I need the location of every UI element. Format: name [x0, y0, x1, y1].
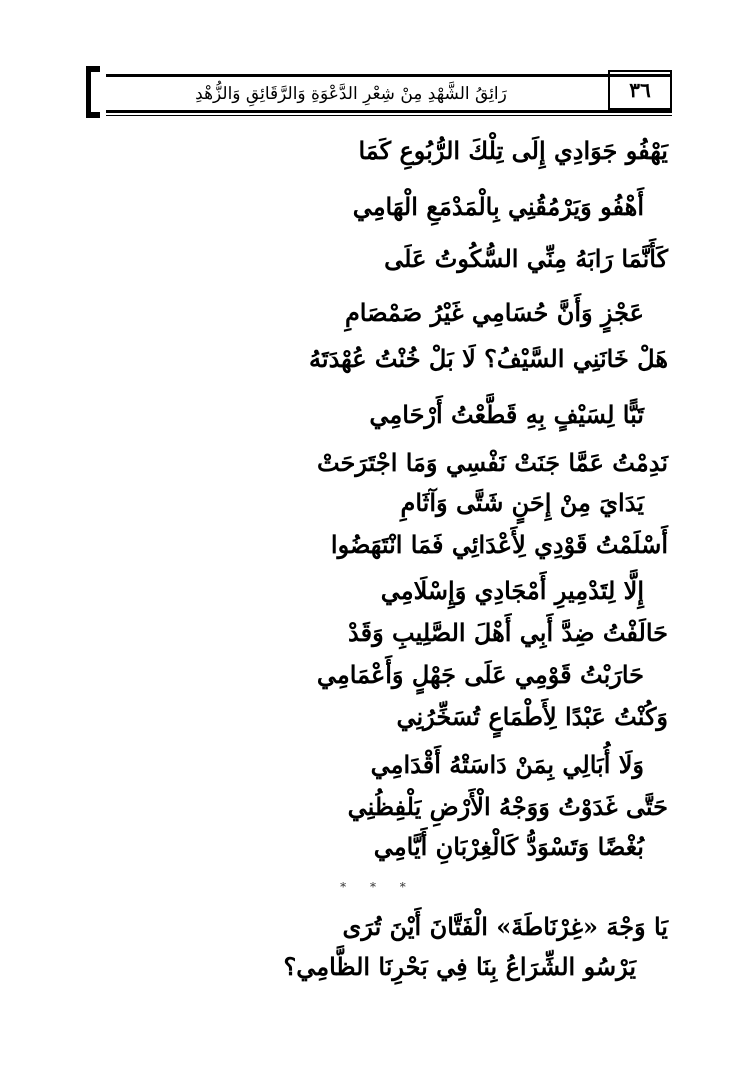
header-bottom-rule [106, 110, 672, 113]
running-title: رَائِقُ الشَّهْدِ مِنْ شِعْرِ الدَّعْوَةِ وَالرَّقَائِقِ وَالزُّهْدِ [195, 84, 507, 104]
verse-line: يَدَايَ مِنْ إِحَنٍ شَتَّى وَآثَامِ [400, 488, 644, 517]
verse-line: وَلَا أُبَالِي بِمَنْ دَاسَتْهُ أَقْدَامِي [370, 750, 644, 779]
page-header [86, 66, 672, 118]
header-bottom-thin-rule [106, 115, 672, 116]
verse-line: يَا وَجْهَ «غِرْنَاطَةَ» الْفَتَّانَ أَيْنَ تُرَى [342, 912, 668, 941]
verse-line: كَأَنَّمَا رَابَهُ مِنِّي السُّكُوتُ عَلَى [384, 244, 668, 273]
verse-line: أَسْلَمْتُ قَوْدِي لِأَعْدَائِي فَمَا انْتَهَضُوا [330, 530, 668, 559]
verse-line: هَلْ خَانَنِي السَّيْفُ؟ لَا بَلْ خُنْتُ عُهْدَتَهُ [309, 344, 668, 373]
verse-line: حَالَفْتُ ضِدَّ أَبِي أَهْلَ الصَّلِيبِ وَقَدْ [348, 618, 668, 647]
verse-line: تَبًّا لِسَيْفٍ بِهِ قَطَّعْتُ أَرْحَامِي [369, 400, 644, 429]
verse-line: عَجْزٍ وَأَنَّ حُسَامِي غَيْرُ صَمْصَامِ [344, 298, 644, 327]
verse-line: إِلَّا لِتَدْمِيرِ أَمْجَادِي وَإِسْلَامِي [380, 576, 644, 605]
verse-line: أَهْفُو وَيَرْمُقُنِي بِالْمَدْمَعِ الْهَامِي [352, 192, 644, 221]
verse-line: حَارَبْتُ قَوْمِي عَلَى جَهْلٍ وَأَعْمَامِي [316, 660, 644, 689]
page-number: ٣٦ [608, 70, 672, 110]
section-separator: * * * [340, 880, 416, 894]
verse-line: يَهْفُو جَوَادِي إِلَى تِلْكَ الرُّبُوعِ كَمَا [358, 136, 668, 165]
verse-line: وَكُنْتُ عَبْدًا لِأَطْمَاعٍ تُسَخِّرُنِي [396, 702, 668, 731]
header-top-rule [106, 74, 672, 77]
verse-line: حَتَّى غَدَوْتُ وَوَجْهُ الْأَرْضِ يَلْفِظُنِي [347, 792, 668, 821]
header-corner-ornament [86, 66, 98, 118]
verse-line: بُغْضًا وَتَسْوَدُّ كَالْغِرْبَانِ أَيَّامِي [373, 832, 644, 861]
verse-line: نَدِمْتُ عَمَّا جَنَتْ نَفْسِي وَمَا اجْتَرَحَتْ [316, 448, 668, 477]
verse-line: يَرْسُو الشِّرَاعُ بِنَا فِي بَحْرِنَا الظَّامِي؟ [283, 952, 636, 981]
